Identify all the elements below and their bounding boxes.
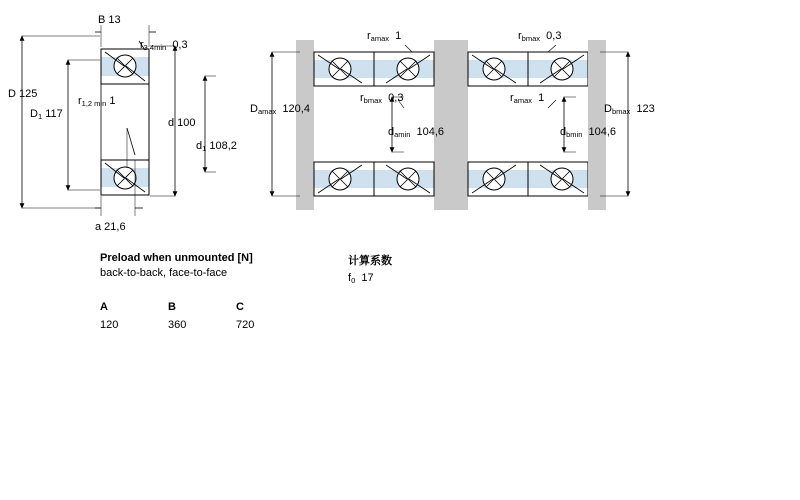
label-dbmin: $d_{bmin}$ 104,6 [560, 126, 617, 139]
label-B: B 13 [98, 14, 121, 26]
label-a: a 21,6 [95, 221, 126, 233]
preload-header-A: A [100, 301, 108, 313]
preload-value-row [100, 319, 304, 331]
preload-header-B: B [168, 301, 176, 313]
label-rbmax-top-right: $r_{bmax}$ 0,3 [518, 30, 562, 43]
label-d: d 100 [168, 117, 196, 129]
label-D1: $D_1$ 117 [30, 108, 63, 121]
label-ramax-inner: $r_{amax}$ 1 [510, 92, 545, 105]
preload-value-B: 360 [168, 319, 187, 331]
label-rbmax-inner: $r_{bmax}$ 0,3 [360, 92, 404, 105]
calculation-factor-block [348, 252, 392, 285]
left-bearing-body [101, 49, 149, 195]
preload-header-C: C [236, 301, 244, 313]
calc-factor-title: 计算系数 [348, 255, 392, 267]
label-damin: $d_{amin}$ 104,6 [388, 126, 445, 139]
label-r12min: $r_{1,2 min}$ 1 [78, 95, 116, 108]
label-r34min: $r_{3,4min}$ 0,3 [140, 39, 188, 52]
preload-subtitle: back-to-back, face-to-face [100, 267, 228, 279]
label-Damax: $D_{amax}$ 120,4 [250, 103, 310, 116]
calc-factor-value: $f_0$ 17 [348, 272, 374, 285]
preload-header-row [100, 301, 304, 313]
label-ramax-top-left: $r_{amax}$ 1 [367, 30, 402, 43]
preload-table [100, 252, 304, 331]
preload-value-A: 120 [100, 319, 119, 331]
label-Dbmax: $D_{bmax}$ 123 [604, 103, 655, 116]
label-D: D 125 [8, 88, 38, 100]
preload-title: Preload when unmounted [N] [100, 252, 253, 264]
right-bearing-pair-body [296, 40, 606, 210]
label-d1: $d_1$ 108,2 [196, 140, 237, 153]
preload-value-C: 720 [236, 319, 255, 331]
